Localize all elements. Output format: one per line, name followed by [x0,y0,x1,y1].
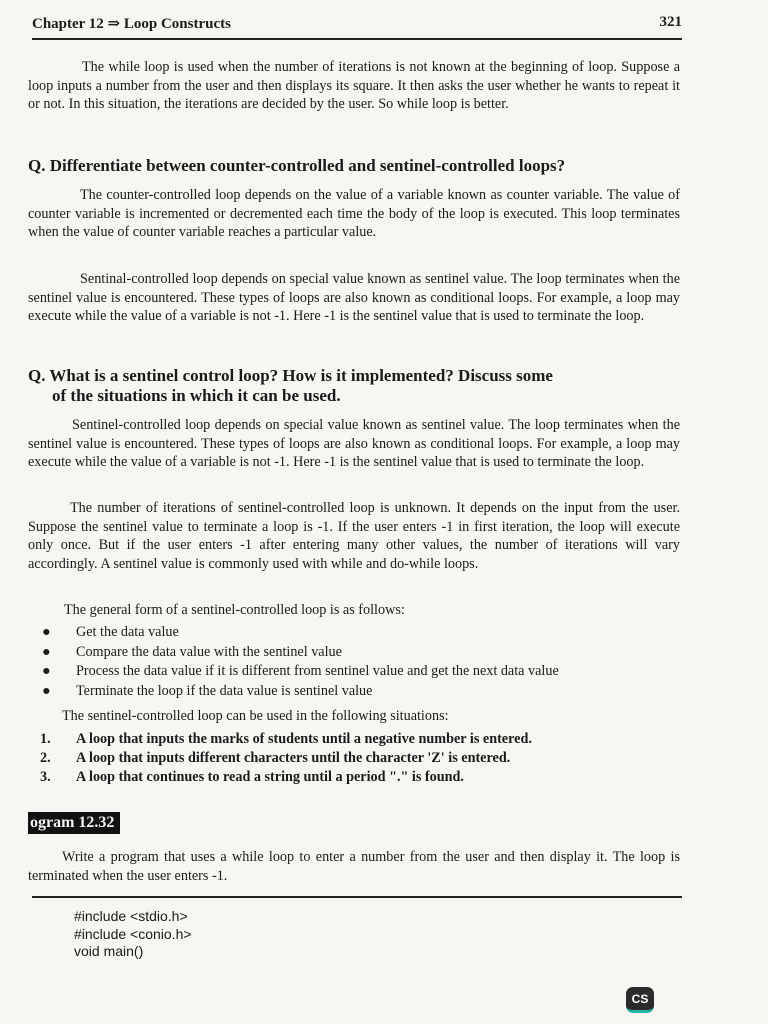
list-item: ● Get the data value [40,623,700,643]
situations-intro: The sentinel-controlled loop can be used in the following situations: [62,708,449,724]
page-header [32,14,682,38]
page-number: 321 [659,14,682,30]
list-item: 3. A loop that continues to read a string until a period "." is found. [40,769,464,785]
program-label: ogram 12.32 [28,812,120,834]
general-form-text: The general form of a sentinel-controlled loop is as follows: [64,602,405,618]
iterations-paragraph: The number of iterations of sentinel-controlled loop is unknown. It depends on the input from the user. Suppose the sentinel value to terminate a loop is -1. If the user enters -1 in first iteration, the loop will execute only once. But if the user enters -1 after entering many other values, the number of iterations will vary accordingly. A sentinel value is commonly used with while and do-while loops. [28,500,680,572]
code-line: void main() [74,943,144,959]
list-item: ● Terminate the loop if the data value is sentinel value [40,682,700,702]
general-form-list [40,623,700,701]
bullet-icon: ● [42,624,51,640]
situations-list [40,730,700,787]
program-statement: Write a program that uses a while loop to enter a number from the user and then display it. The loop is terminated when the user enters -1. [28,849,680,884]
question-heading-2 [28,366,688,406]
code-line: #include <stdio.h> [74,908,188,924]
camscanner-logo: CS [626,987,654,1013]
program-rule [32,896,682,898]
list-item: 1. A loop that inputs the marks of students until a negative number is entered. [40,731,532,747]
question-heading-2-line2: of the situations in which it can be used. [52,386,341,405]
sentinel-definition-paragraph: Sentinel-controlled loop depends on special value known as sentinel value. The loop terminates when the sentinel value is encountered. These types of loops are also known as conditional loops. For example, a loop may execute while the value of a variable is not -1. Here -1 is the sentinel value that is used to terminate the loop. [28,417,680,471]
code-block [74,908,192,961]
bullet-icon: ● [42,663,51,680]
code-line: #include <conio.h> [74,925,192,942]
list-item: 2. A loop that inputs different characters until the character 'Z' is entered. [40,750,511,766]
header-rule [32,38,682,40]
chapter-title: Chapter 12 ⇒ Loop Constructs [32,16,231,32]
list-item: ● Compare the data value with the sentinel value [40,643,700,663]
counter-controlled-paragraph: The counter-controlled loop depends on the value of a variable known as counter variable. The value of counter variable is incremented or decremented each time the body of the loop is executed. This loop terminates when the value of counter variable reaches a particular value. [28,187,680,241]
intro-paragraph: The while loop is used when the number of iterations is not known at the beginning of loop. Suppose a loop inputs a number from the user and then displays its square. It then asks the user whether he wants to repeat it or not. In this situation, the iterations are decided by the user. So while loop is better. [28,59,680,113]
bullet-icon: ● [42,682,51,699]
bullet-icon: ● [42,643,51,660]
question-heading-1: Q. Differentiate between counter-controlled and sentinel-controlled loops? [28,156,566,175]
sentinel-controlled-paragraph: Sentinal-controlled loop depends on special value known as sentinel value. The loop terminates when the sentinel value is encountered. These types of loops are also known as conditional loops. For example, a loop may execute while the value of a variable is not -1. Here -1 is the sentinel value that is used to terminate the loop. [28,271,680,325]
list-item: ● Process the data value if it is different from sentinel value and get the next data value [40,662,700,682]
question-heading-2-line1: Q. What is a sentinel control loop? How is it implemented? Discuss some [28,366,553,385]
